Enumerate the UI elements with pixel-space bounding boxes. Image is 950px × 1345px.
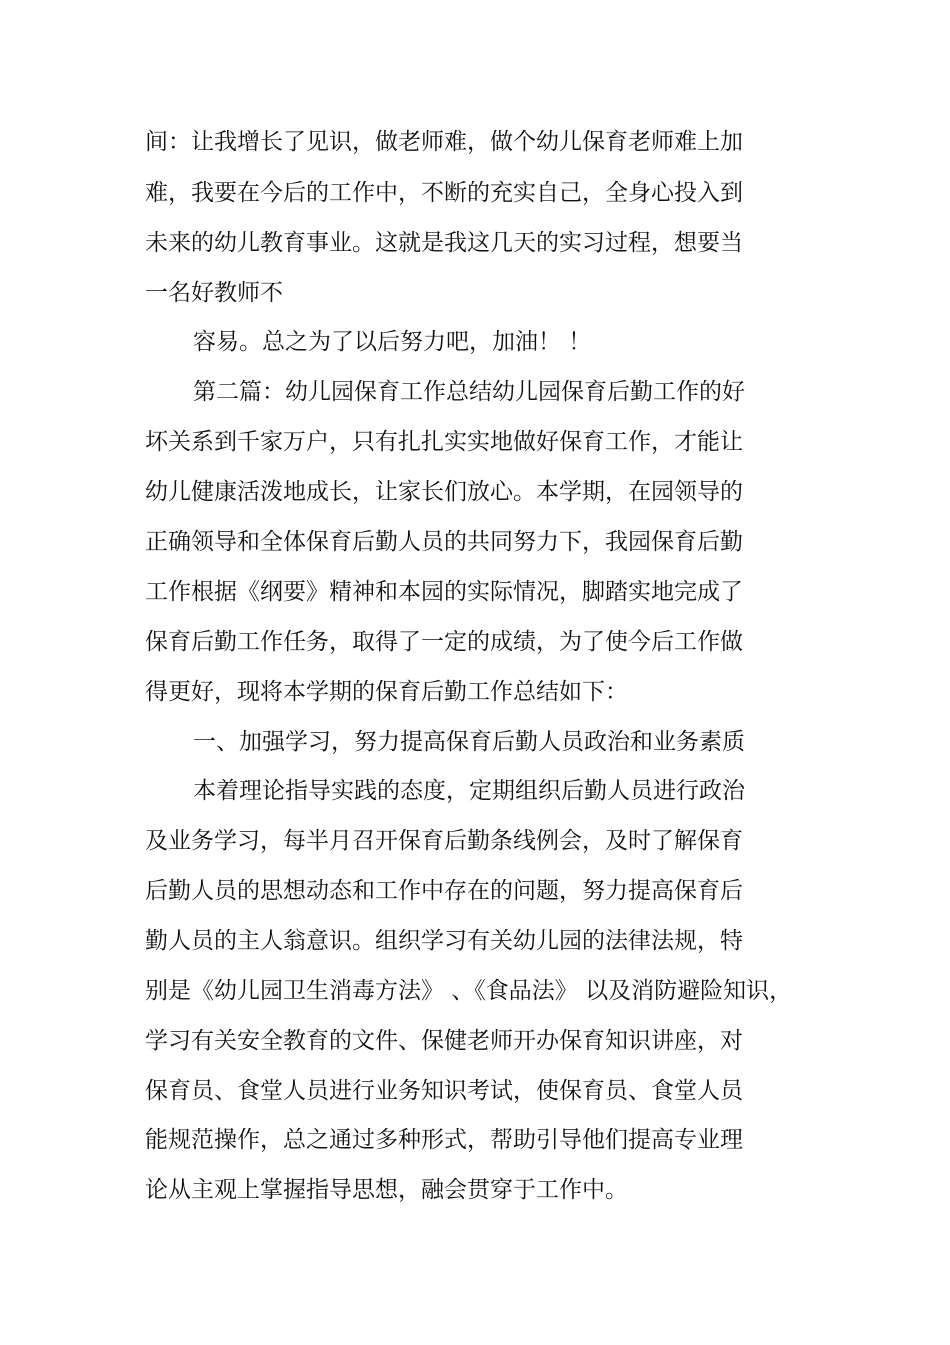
text-line: 本着理论指导实践的态度，定期组织后勤人员进行政治 xyxy=(193,778,745,804)
text-line: 保育后勤工作任务，取得了一定的成绩，为了使今后工作做 xyxy=(145,629,743,655)
text-line: 保育员、食堂人员进行业务知识考试，使保育员、食堂人员 xyxy=(145,1078,743,1104)
section-heading: 第二篇：幼儿园保育工作总结幼儿园保育后勤工作的好 xyxy=(193,379,745,405)
text-line: 正确领导和全体保育后勤人员的共同努力下，我园保育后勤 xyxy=(145,529,743,555)
text-line: 论从主观上掌握指导思想，融会贯穿于工作中。 xyxy=(145,1177,628,1203)
text-line: 一名好教师不 xyxy=(145,280,283,306)
text-line: 别是《幼儿园卫生消毒方法》 、《食品法》 以及消防避险知识， xyxy=(145,978,793,1004)
text-line: 能规范操作，总之通过多种形式，帮助引导他们提高专业理 xyxy=(145,1127,743,1153)
text-line: 工作根据《纲要》精神和本园的实际情况，脚踏实地完成了 xyxy=(145,579,743,605)
subsection-heading: 一、加强学习，努力提高保育后勤人员政治和业务素质 xyxy=(193,729,745,755)
text-line: 容易。总之为了以后努力吧，加油！ ！ xyxy=(193,329,592,355)
text-line: 后勤人员的思想动态和工作中存在的问题，努力提高保育后 xyxy=(145,878,743,904)
text-line: 未来的幼儿教育事业。这就是我这几天的实习过程，想要当 xyxy=(145,230,743,256)
text-line: 及业务学习，每半月召开保育后勤条线例会，及时了解保育 xyxy=(145,828,743,854)
text-line: 幼儿健康活泼地成长，让家长们放心。本学期，在园领导的 xyxy=(145,479,743,505)
text-line: 学习有关安全教育的文件、保健老师开办保育知识讲座，对 xyxy=(145,1028,743,1054)
text-line: 坏关系到千家万户，只有扎扎实实地做好保育工作，才能让 xyxy=(145,429,743,455)
text-line: 勤人员的主人翁意识。组织学习有关幼儿园的法律法规，特 xyxy=(145,928,743,954)
text-line: 间：让我增长了见识，做老师难，做个幼儿保育老师难上加 xyxy=(145,129,743,155)
text-line: 得更好，现将本学期的保育后勤工作总结如下： xyxy=(145,679,628,705)
text-line: 难，我要在今后的工作中，不断的充实自己，全身心投入到 xyxy=(145,180,743,206)
